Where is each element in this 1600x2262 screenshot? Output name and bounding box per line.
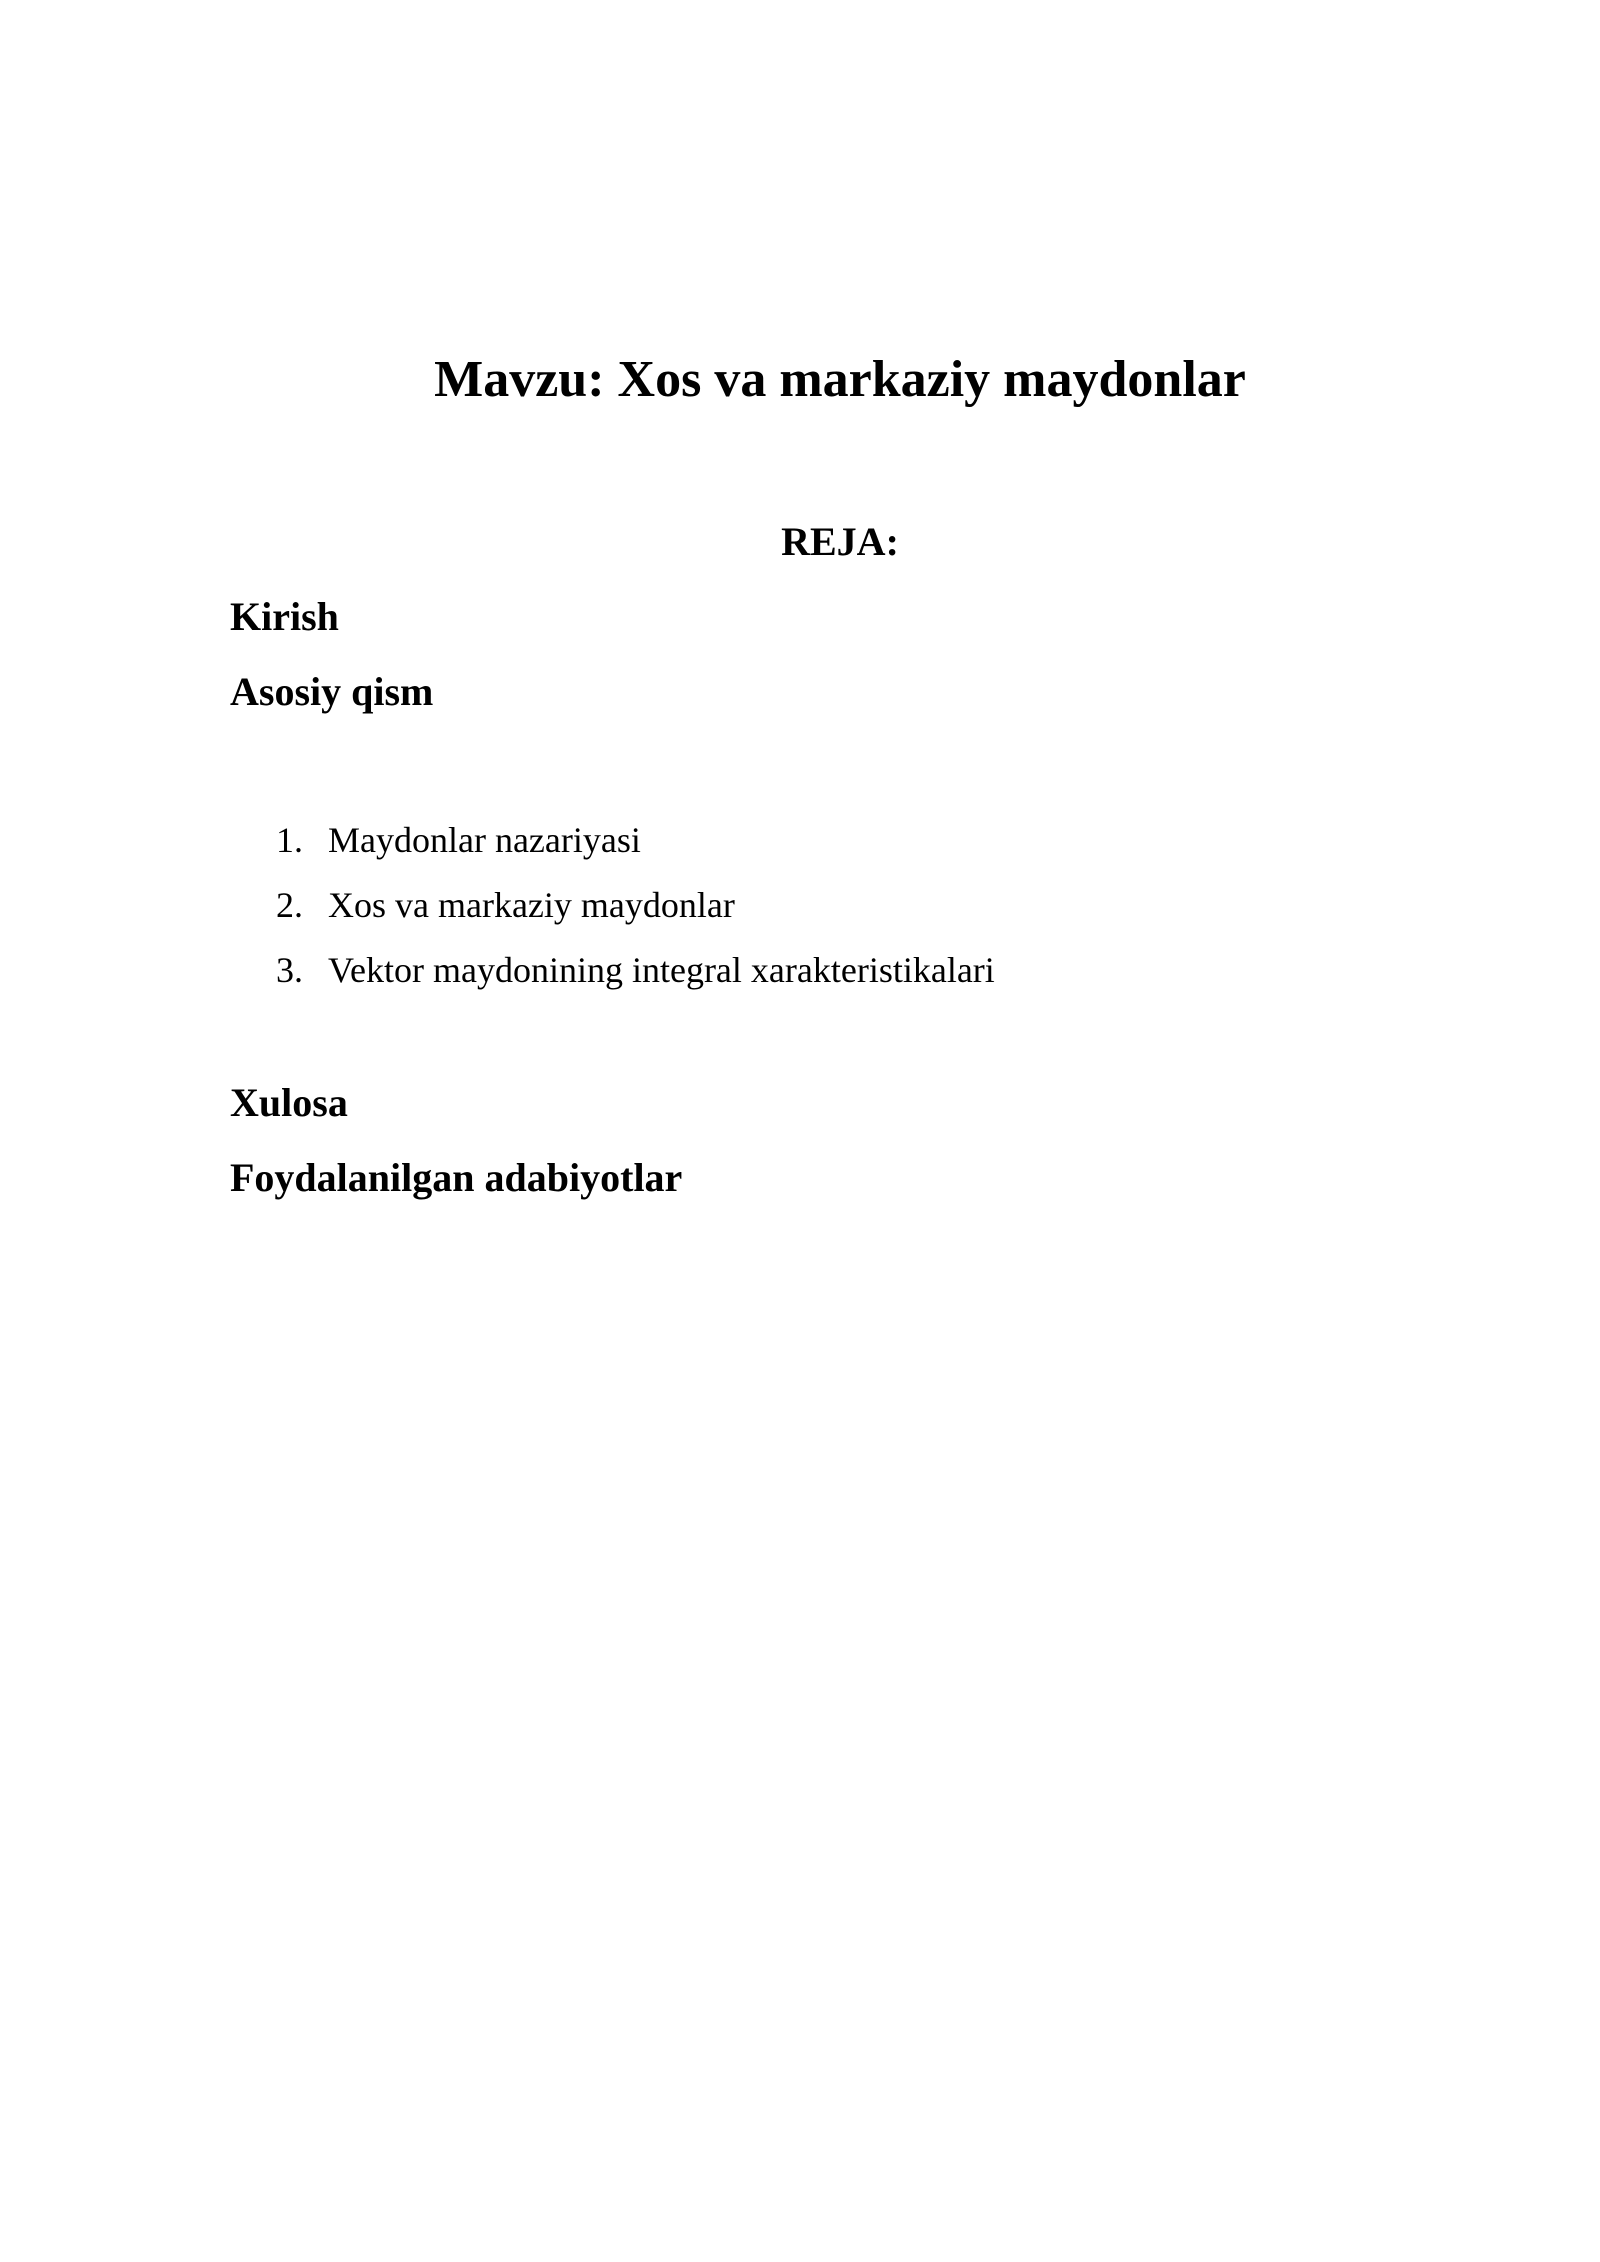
list-item-number: 2. — [276, 885, 303, 925]
section-intro: Kirish — [230, 594, 339, 639]
main-topics-list — [276, 808, 995, 1003]
document-title: Mavzu: Xos va markaziy maydonlar — [434, 351, 1246, 408]
list-item-text: Vektor maydonining integral xarakteristikalari — [328, 950, 995, 990]
list-item-number: 1. — [276, 820, 303, 860]
list-item — [276, 873, 995, 938]
section-main: Asosiy qism — [230, 669, 434, 714]
list-item — [276, 938, 995, 1003]
section-conclusion: Xulosa — [230, 1080, 348, 1125]
list-item — [276, 808, 995, 873]
list-item-text: Maydonlar nazariyasi — [328, 820, 641, 860]
list-item-number: 3. — [276, 950, 303, 990]
section-references: Foydalanilgan adabiyotlar — [230, 1155, 683, 1200]
list-item-text: Xos va markaziy maydonlar — [328, 885, 735, 925]
plan-heading: REJA: — [781, 519, 899, 564]
